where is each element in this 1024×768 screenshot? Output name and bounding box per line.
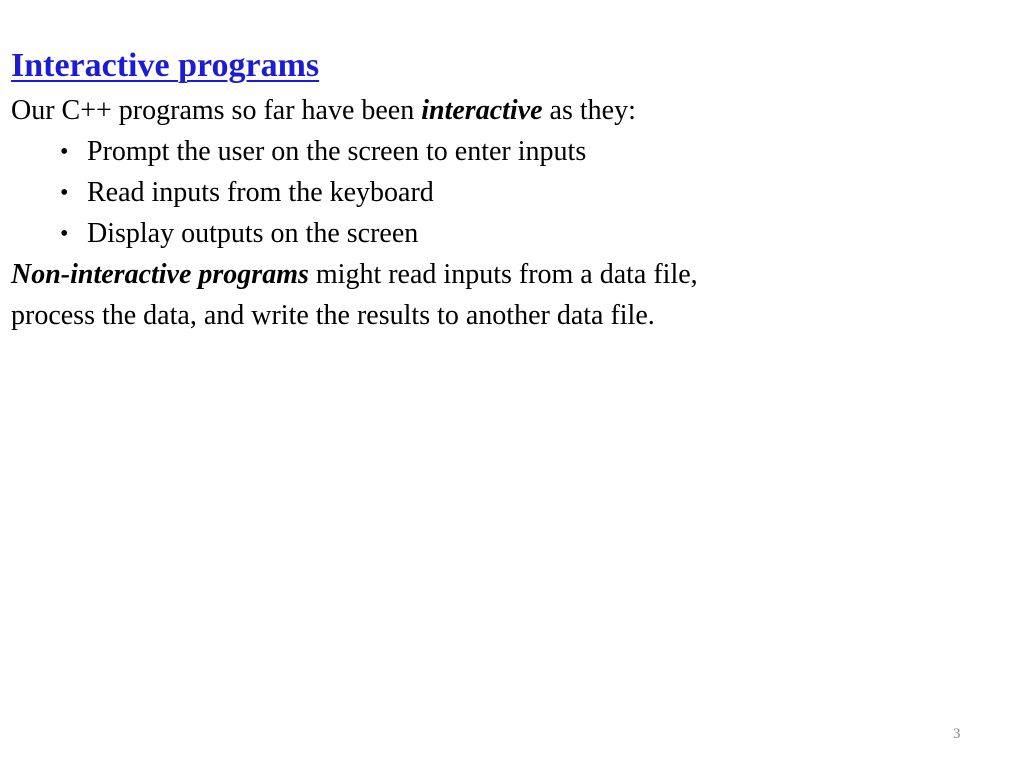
- noninteractive-paragraph-line1: [11, 258, 698, 292]
- bullet-list: [60, 135, 586, 258]
- noninteractive-emphasis: Non-interactive programs: [11, 259, 309, 290]
- bullet-text: Read inputs from the keyboard: [87, 177, 434, 208]
- noninteractive-text: might read inputs from a data file,: [308, 259, 698, 290]
- page-number: 3: [953, 726, 961, 742]
- intro-paragraph: [11, 94, 636, 128]
- bullet-text: Display outputs on the screen: [87, 218, 419, 249]
- intro-text-before: Our C++ programs so far have been: [11, 95, 422, 126]
- bullet-icon: •: [60, 139, 69, 165]
- bullet-icon: •: [60, 221, 69, 247]
- slide-title: Interactive programs: [11, 47, 320, 84]
- list-item: [60, 135, 586, 176]
- intro-text-after: as they:: [542, 95, 636, 126]
- list-item: [60, 176, 586, 217]
- list-item: [60, 217, 586, 258]
- bullet-icon: •: [60, 180, 69, 206]
- noninteractive-paragraph-line2: process the data, and write the results to another data file.: [11, 300, 655, 331]
- bullet-text: Prompt the user on the screen to enter inputs: [87, 136, 587, 167]
- intro-emphasis: interactive: [421, 95, 543, 126]
